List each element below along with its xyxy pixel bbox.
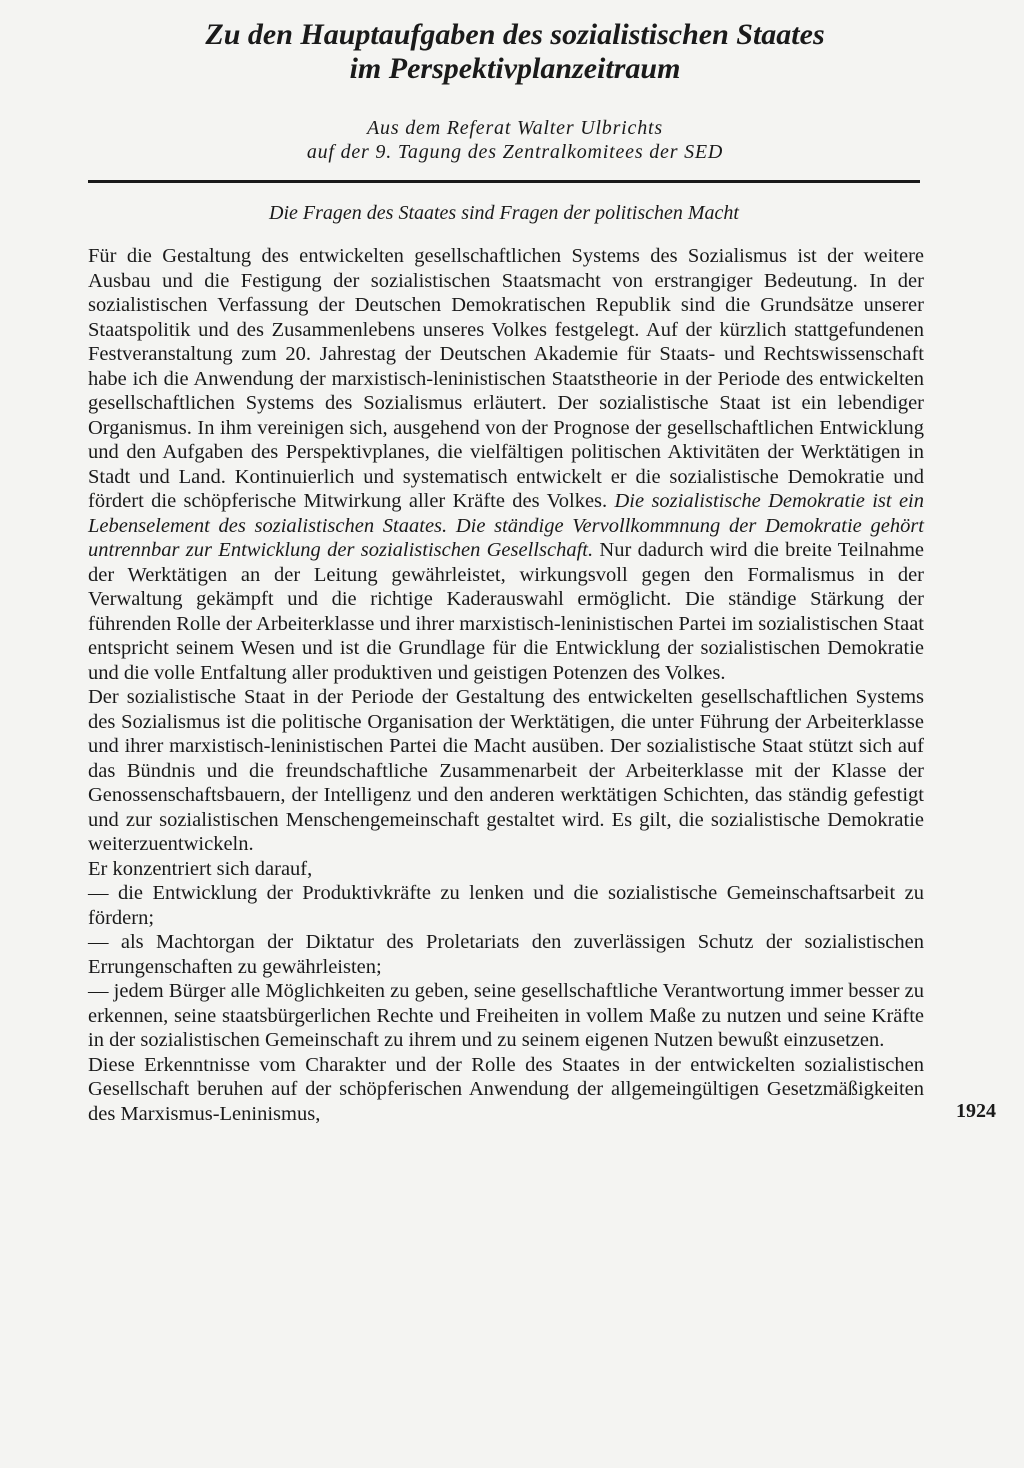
paragraph-2: Der sozialistische Staat in der Periode der Gestaltung des entwickelten gesellschaftlichen Systems des Sozialismus ist die politische Organisation der Werktätigen, die unter Führung der Arbeiterklasse und ihrer marxistisch-leninistischen Partei die Macht ausüben. Der sozialistische Staat stützt sich auf das Bündnis und die freundschaftliche Zusammenarbeit der Arbeiterklasse mit der Klasse der Genossenschaftsbauern, der Intelligenz und den anderen werktätigen Schichten, das ständig gefestigt und zur sozialistischen Menschengemeinschaft gestaltet wird. Es gilt, die sozialistische Demokratie weiterzuentwickeln. [88, 686, 924, 855]
paragraph-1-emphasis: Die sozialistische Demokratie ist ein Lebenselement des sozialistischen Staates. Die ständige Vervollkommnung der Demokratie gehört untrennbar zur Entwicklung der sozialistischen Gesellschaft. [88, 490, 924, 561]
subtitle-line-1: Aus dem Referat Walter Ulbrichts [367, 117, 663, 139]
section-heading: Die Fragen des Staates sind Fragen der politischen Macht [269, 202, 739, 224]
list-item: — jedem Bürger alle Möglichkeiten zu geben, seine gesellschaftliche Verantwortung immer besser zu erkennen, seine staatsbürgerlichen Rechte und Freiheiten in vollem Maße zu nutzen und seine Kräfte in der sozialistischen Gemeinschaft zu ihrem und zu seinem eigenen Nutzen bewußt einzusetzen. [88, 980, 924, 1051]
horizontal-rule [88, 180, 920, 183]
page-number: 1924 [956, 1100, 996, 1122]
paragraph-1-text-a: Für die Gestaltung des entwickelten gesellschaftlichen Systems des Sozialismus ist der weitere Ausbau und die Festigung der sozialistischen Staatsmacht von erstrangiger Bedeutung. In der sozialistischen Verfassung der Deutschen Demokratischen Republik sind die Grundsätze unserer Staatspolitik und des Zusammenlebens unseres Volkes festgelegt. Auf der kürzlich stattgefundenen Festveranstaltung zum 20. Jahrestag der Deutschen Akademie für Staats- und Rechtswissenschaft habe ich die Anwendung der marxistisch-leninistischen Staatstheorie in der Periode des entwickelten gesellschaftlichen Systems des Sozialismus erläutert. Der sozialistische Staat ist ein lebendiger Organismus. In ihm vereinigen sich, ausgehend von der Prognose der gesellschaftlichen Entwicklung und den Aufgaben des Perspektivplanes, die vielfältigen politischen Aktivitäten der Werktätigen in Stadt und Land. Kontinuierlich und systematisch entwickelt er die sozialistische Demokratie und fördert die schöpferische Mitwirkung aller Kräfte des Volkes. [88, 245, 924, 512]
list-item: — als Machtorgan der Diktatur des Proletariats den zuverlässigen Schutz der sozialistischen Errungenschaften zu gewährleisten; [88, 931, 924, 978]
subtitle-line-2: auf der 9. Tagung des Zentralkomitees der SED [306, 141, 724, 163]
paragraph-1 [88, 244, 924, 685]
list-item: — die Entwicklung der Produktivkräfte zu lenken und die sozialistische Gemeinschaftsarbeit zu fördern; [88, 882, 924, 929]
paragraph-1-text-b: Nur dadurch wird die breite Teilnahme der Werktätigen an der Leitung gewährleistet, wirkungsvoll gegen den Formalismus in der Verwaltung gekämpft und die richtige Kaderauswahl ermöglicht. Die ständige Stärkung der führenden Rolle der Arbeiterklasse und ihrer marxistisch-leninistischen Partei im sozialistischen Staat entspricht seinem Wesen und ist die Grundlage für die Entwicklung der sozialistischen Demokratie und die volle Entfaltung aller produktiven und geistigen Potenzen des Volkes. [88, 539, 924, 684]
page-title-line-2: im Perspektivplanzeitraum [349, 52, 681, 85]
page-title-line-1: Zu den Hauptaufgaben des sozialistischen Staates [205, 18, 825, 51]
list-intro: Er konzentriert sich darauf, [88, 857, 313, 880]
paragraph-3: Diese Erkenntnisse vom Charakter und der Rolle des Staates in der entwickelten sozialistischen Gesellschaft beruhen auf der schöpferischen Anwendung der allgemeingültigen Gesetzmäßigkeiten des Marxismus-Leninismus, [88, 1053, 924, 1125]
article-body [88, 244, 924, 1126]
